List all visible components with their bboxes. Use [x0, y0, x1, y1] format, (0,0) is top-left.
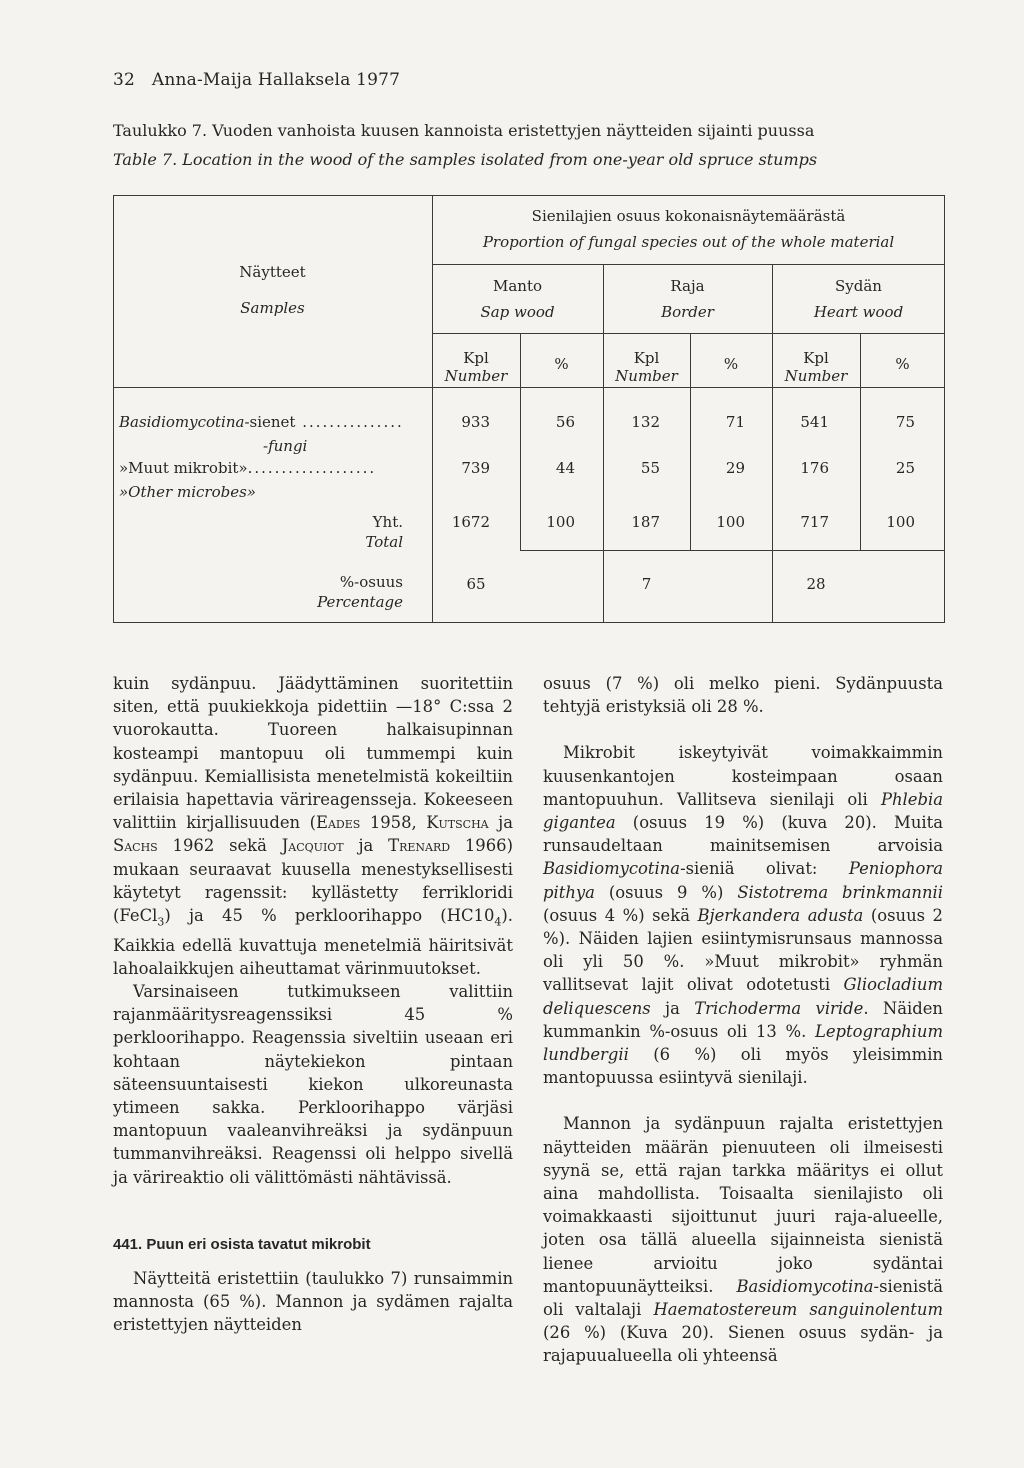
left-paragraph-1: kuin sydänpuu. Jäädyttäminen suoritettiin siten, että puukiekkoja pidettiin —18° C:ssa 2 vuorokautta. Tuoreen halkaisupinnan kosteampi mantopuu oli tummempi kuin sydänpuu. Kemiallisista menetelmistä kokeiltiin erilaisia hapettavia värireagensseja. Kokeeseen valittiin kirjallisuuden (Eades 1958, Kutscha ja Sachs 1962 sekä Jacquiot ja Trenard 1966) mukaan seuraavat kuusella menestyksellisesti käytetyt ragenssit: kyllästetty ferrikloridi (FeCl$_3$) ja 45 % perkloorihappo $(HC10_4)$. Kaikkia edellä kuvattuja menetelmiä häiritsivät lahoalaikkujen aiheuttamat värinmuutokset. — [113, 674, 513, 978]
row-label-other: »Muut mikrobit»................... — [119, 459, 377, 477]
cell-total-heart-pct: 100 — [886, 513, 915, 531]
left-paragraph-3: Näytteitä eristettiin (taulukko 7) runsaimmin mannosta (65 %). Mannon ja sydämen rajalta eristettyjen näytteiden — [113, 1268, 513, 1335]
page-number: 32 — [113, 70, 136, 90]
running-head — [113, 70, 400, 90]
row-label-total: Yht. — [372, 513, 403, 531]
right-column — [543, 672, 943, 1368]
header-samples-en: Samples — [240, 299, 305, 317]
row-label-total-en: Total — [365, 533, 403, 551]
row-label-basidio-en: -fungi — [263, 437, 308, 455]
cell-total-heart-n: 717 — [800, 513, 829, 531]
table-border-top — [113, 195, 945, 196]
header-border-en: Border — [661, 303, 714, 321]
right-paragraph-2: Mikrobit iskeytyivät voimakkaimmin kuusenkantojen kosteimpaan osaan mantopuuhun. Vallitseva sienilaji oli Phlebia gigantea (osuus 19 %) (kuva 20). Muita runsaudeltaan mainitsemisen arvoisia Basidiomycotina-sieniä olivat: Peniophora pithya (osuus 9 %) Sistotrema brinkmannii (osuus 4 %) sekä Bjerkandera adusta (osuus 2 %). Näiden lajien esiintymisrunsaus mannossa oli yli 50 %. »Muut mikrobit» ryhmän vallitsevat lajit olivat odotetusti Gliocladium deliquescens ja Trichoderma viride. Näiden kummankin %-osuus oli 13 %. Leptographium lundbergii (6 %) oli myös yleisimmin mantopuussa esiintyvä sienilaji. — [543, 743, 944, 1088]
table-border-right — [944, 195, 945, 623]
header-group-en: Proportion of fungal species out of the whole material — [482, 233, 895, 251]
data-table — [113, 195, 945, 623]
cell-total-sap-pct: 100 — [546, 513, 575, 531]
cell-other-border-n: 55 — [640, 459, 660, 477]
header-border-pct: % — [723, 355, 739, 373]
header-border-fi: Raja — [670, 277, 705, 295]
header-heart-fi: Sydän — [835, 277, 882, 295]
header-heart-en: Heart wood — [813, 303, 904, 321]
header-sap-number: Number — [444, 367, 508, 385]
cell-percentage-sap: 65 — [466, 575, 486, 593]
table-header-rule — [113, 387, 945, 388]
running-title: Anna-Maija Hallaksela 1977 — [151, 70, 401, 90]
header-samples-fi: Näytteet — [239, 263, 306, 281]
row-label-other-en: »Other microbes» — [119, 483, 256, 501]
cell-basidio-sap-pct: 56 — [555, 413, 575, 431]
section-heading: 441. Puun eri osista tavatut mikrobit — [113, 1235, 371, 1253]
cell-other-sap-pct: 44 — [555, 459, 575, 477]
table-divider-samples — [432, 195, 433, 623]
cell-total-border-pct: 100 — [716, 513, 745, 531]
cell-basidio-sap-n: 933 — [461, 413, 490, 431]
row-label-basidio: Basidiomycotina-sienet ............... — [119, 413, 404, 431]
table-subgroup-rule — [432, 333, 945, 334]
cell-other-sap-n: 739 — [461, 459, 490, 477]
header-group-fi: Sienilajien osuus kokonaisnäytemäärästä — [531, 207, 846, 225]
table-border-bottom — [113, 622, 945, 623]
header-heart-pct: % — [895, 355, 910, 373]
header-sap-pct: % — [554, 355, 569, 373]
cell-other-border-pct: 29 — [725, 459, 745, 477]
header-heart-kpl: Kpl — [803, 349, 829, 367]
left-paragraph-2: Varsinaiseen tutkimukseen valittiin rajanmääritysreagenssiksi 45 % perkloorihappo. Reagenssia siveltiin useaan eri kohtaan näytekiekon pintaan säteensuuntaisesti kiekon ulkoreunasta ytimeen sakka. Perkloorihappo värjäsi mantopuun vaaleanvihreäksi ja sydänpuun tummanvihreäksi. Reagenssi oli helppo sivellä ja värireaktio oli välittömästi nähtävissä. — [113, 981, 513, 1187]
table-caption-en: Table 7. Location in the wood of the samples isolated from one-year old spruce stumps — [113, 150, 818, 169]
row-label-percentage-en: Percentage — [317, 593, 403, 611]
cell-other-heart-n: 176 — [800, 459, 829, 477]
header-border-kpl: Kpl — [633, 349, 660, 367]
table-border-left — [113, 195, 114, 623]
header-sap-en: Sap wood — [480, 303, 555, 321]
right-paragraph-1: osuus (7 %) oli melko pieni. Sydänpuusta tehtyjä eristyksiä oli 28 %. — [543, 674, 943, 717]
cell-basidio-border-n: 132 — [631, 413, 660, 431]
row-label-percentage: %-osuus — [339, 573, 403, 591]
table-group-rule — [432, 264, 945, 265]
header-sap-fi: Manto — [492, 277, 543, 295]
cell-percentage-border: 7 — [641, 575, 652, 593]
cell-other-heart-pct: 25 — [895, 459, 915, 477]
cell-basidio-heart-pct: 75 — [895, 413, 915, 431]
header-sap-kpl: Kpl — [463, 349, 489, 367]
cell-basidio-heart-n: 541 — [800, 413, 829, 431]
table-total-rule — [520, 550, 945, 551]
right-paragraph-3: Mannon ja sydänpuun rajalta eristettyjen näytteiden määrän pienuuteen oli ilmeisesti syynä se, että rajan tarkka määritys ei ollut aina mahdollista. Toisaalta sienilajisto oli voimakkaasti sijoittunut juuri raja-alueelle, joten osa tällä alueella sijainneista sienistä lienee arvioitu joko sydäntai mantopuunäytteiksi. Basidiomycotina-sienistä oli valtalaji Haematostereum sanguinolentum (26 %) (Kuva 20). Sienen osuus sydän- ja rajapuualueella oli yhteensä — [543, 1114, 943, 1366]
cell-percentage-heart: 28 — [806, 575, 826, 593]
cell-total-border-n: 187 — [631, 513, 660, 531]
cell-basidio-border-pct: 71 — [725, 413, 745, 431]
cell-total-sap-n: 1672 — [451, 513, 490, 531]
header-heart-number: Number — [784, 367, 848, 385]
header-border-number: Number — [615, 367, 678, 385]
table-caption-fi: Taulukko 7. Vuoden vanhoista kuusen kannoista eristettyjen näytteiden sijainti puussa — [113, 121, 815, 140]
left-column — [113, 672, 513, 1336]
